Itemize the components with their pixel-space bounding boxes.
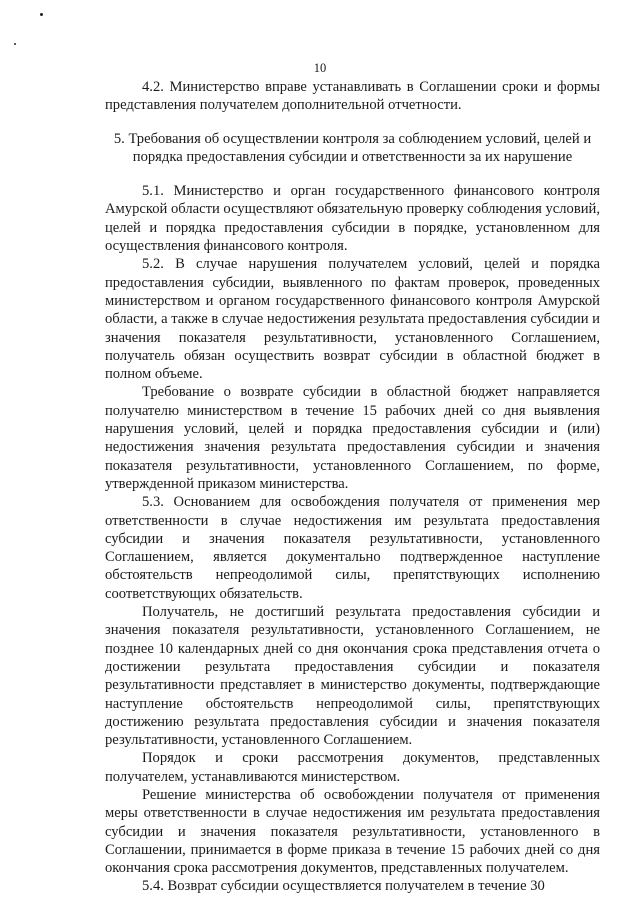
paragraph-4-2: 4.2. Министерство вправе устанавливать в Соглашении сроки и формы представления получателем дополнительной отчетности.	[105, 79, 600, 114]
paragraph-review-procedure: Порядок и сроки рассмотрения документов, представленных получателем, устанавливаются министерством.	[105, 750, 600, 785]
scan-speck	[40, 13, 43, 16]
section-heading: 5. Требования об осуществлении контроля за соблюдением условий, целей и порядка предоставления субсидии и ответственности за их нарушение	[113, 130, 592, 165]
paragraph-5-1: 5.1. Министерство и орган государственного финансового контроля Амурской области осуществляют обязательную проверку соблюдения условий, целей и порядка предоставления субсидии в порядке, установленном для осуществления финансового контроля.	[105, 183, 600, 255]
paragraph-return-demand: Требование о возврате субсидии в областной бюджет направляется получателю министерством в течение 15 рабочих дней со дня выявления нарушения условий, целей и порядка предоставления субсидии и (или) недостижения значения результата предоставления субсидии и значения показателя результативности, установленного Соглашением, по форме, утвержденной приказом министерства.	[105, 384, 600, 492]
scan-speck	[14, 43, 16, 45]
paragraph-recipient-documents: Получатель, не достигший результата предоставления субсидии и значения показателя результативности, установленного Соглашением, не позднее 10 календарных дней со дня окончания срока представления отчета о достижении результата предоставления субсидии и показателя результативности представляет в министерство документы, подтверждающие наступление обстоятельств непреодолимой силы, препятствующих достижению результата предоставления субсидии и значения показателя результативности, установленного Соглашением.	[105, 604, 600, 749]
paragraph-5-3: 5.3. Основанием для освобождения получателя от применения мер ответственности в случае недостижения им результата предоставления субсидии и значения показателя результативности, установленного Соглашением, является документально подтвержденное наступление обстоятельств непреодолимой силы, препятствующих исполнению соответствующих обязательств.	[105, 494, 600, 602]
paragraph-5-2: 5.2. В случае нарушения получателем условий, целей и порядка предоставления субсидии, выявленного по фактам проверок, проведенных министерством и органом государственного финансового контроля Амурской области, а также в случае недостижения результата предоставления субсидии и значения показателя результативности, установленного Соглашением, получатель обязан осуществить возврат субсидии в областной бюджет в полном объеме.	[105, 256, 600, 383]
paragraph-5-4: 5.4. Возврат субсидии осуществляется получателем в течение 30	[142, 878, 545, 895]
page-number: 10	[313, 61, 327, 75]
document-body	[105, 78, 600, 896]
paragraph-ministry-decision: Решение министерства об освобождении получателя от применения меры ответственности в случае недостижения им результата предоставления субсидии и значения показателя результативности, установленного в Соглашении, принимается в форме приказа в течение 15 рабочих дней со дня окончания срока рассмотрения документов, представленных получателем.	[105, 786, 600, 877]
